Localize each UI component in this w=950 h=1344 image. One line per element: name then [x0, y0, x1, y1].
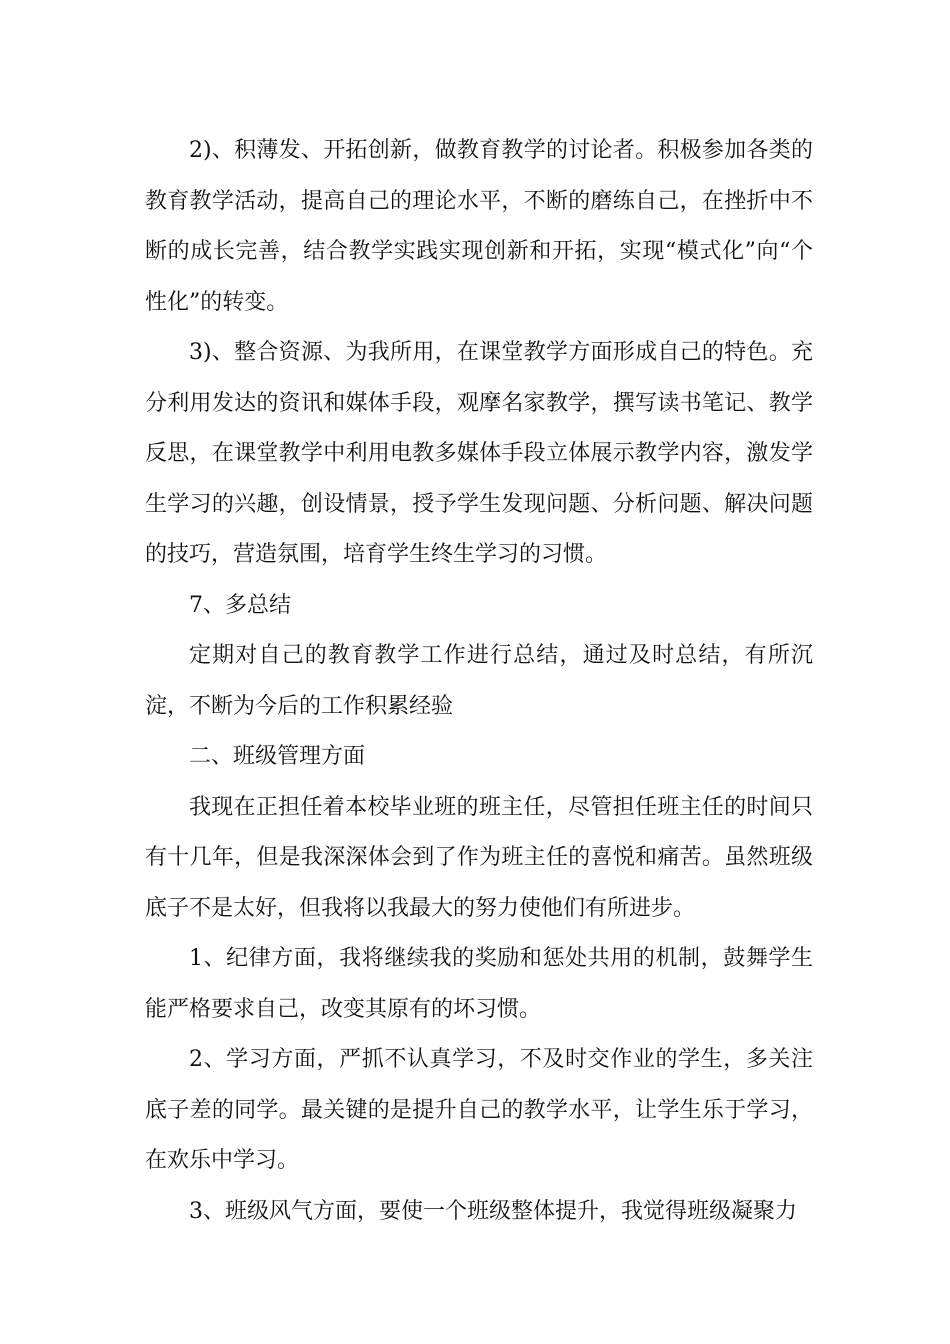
paragraph-discipline: 1、纪律方面，我将继续我的奖励和惩处共用的机制，鼓舞学生能严格要求自己，改变其原有的坏习惯。: [145, 946, 813, 1022]
paragraph-summary: 定期对自己的教育教学工作进行总结，通过及时总结，有所沉淀，不断为今后的工作积累经验: [145, 643, 813, 719]
paragraph-reflection: 2)、积薄发、开拓创新，做教育教学的讨论者。积极参加各类的教育教学活动，提高自己的理论水平，不断的磨练自己，在挫折中不断的成长完善，结合教学实践实现创新和开拓，实现“模式化”向“个性化”的转变。: [145, 138, 813, 315]
paragraph-head-teacher: 我现在正担任着本校毕业班的班主任，尽管担任班主任的时间只有十几年，但是我深深体会到了作为班主任的喜悦和痛苦。虽然班级底子不是太好，但我将以我最大的努力使他们有所进步。: [145, 794, 813, 921]
document-body: [145, 126, 813, 1237]
paragraph-study: 2、学习方面，严抓不认真学习，不及时交作业的学生，多关注底子差的同学。最关键的是提升自己的教学水平，让学生乐于学习，在欢乐中学习。: [145, 1047, 813, 1173]
paragraph-heading-summary: 7、多总结: [189, 592, 291, 618]
section-heading-class-management: 二、班级管理方面: [189, 744, 366, 769]
paragraph-class-atmosphere: 3、班级风气方面，要使一个班级整体提升，我觉得班级凝聚力: [189, 1198, 797, 1224]
paragraph-resources: 3)、整合资源、为我所用，在课堂教学方面形成自己的特色。充分利用发达的资讯和媒体手段，观摩名家教学，撰写读书笔记、教学反思，在课堂教学中利用电教多媒体手段立体展示教学内容，激发学生学习的兴趣，创设情景，授予学生发现问题、分析问题、解决问题的技巧，营造氛围，培育学生终生学习的习惯。: [145, 340, 813, 567]
